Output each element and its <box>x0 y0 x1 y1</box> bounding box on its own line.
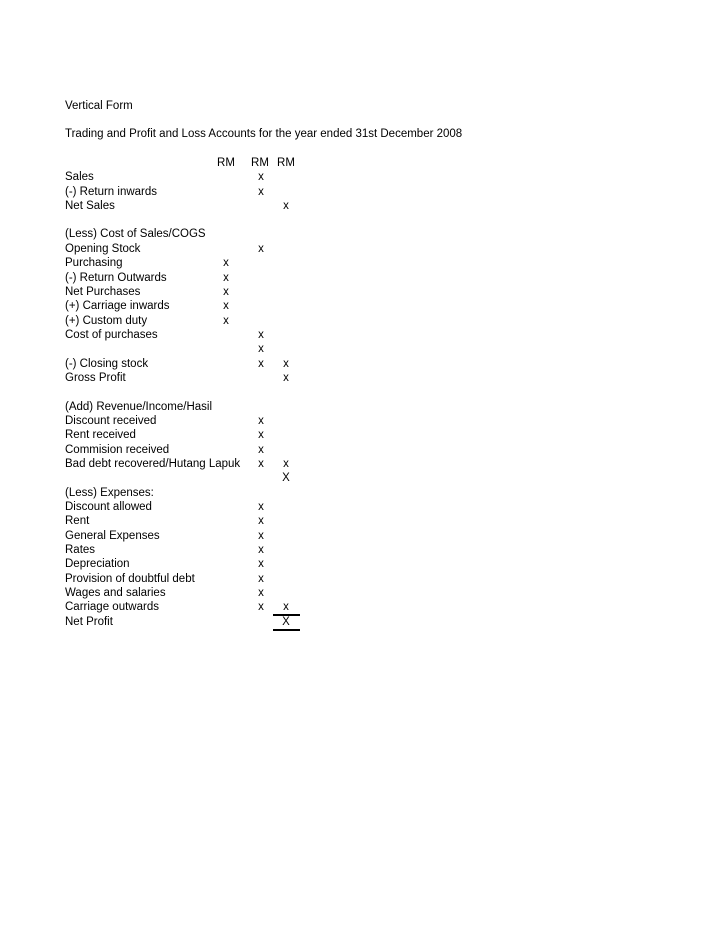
table-row <box>65 285 365 299</box>
row-label: (Less) Cost of Sales/COGS <box>65 228 206 240</box>
row-label: (-) Closing stock <box>65 358 149 370</box>
col2-value: x <box>258 587 264 599</box>
section-heading-row <box>65 486 365 500</box>
col2-value: x <box>258 429 264 441</box>
col3-value: x <box>283 200 289 212</box>
col2-value: x <box>258 358 264 370</box>
table-row <box>65 357 365 371</box>
table-row <box>65 600 365 614</box>
row-label: (Add) Revenue/Income/Hasil <box>65 401 213 413</box>
table-row <box>65 572 365 586</box>
col2-value: x <box>258 530 264 542</box>
col2-value: x <box>258 458 264 470</box>
col2-value: x <box>258 573 264 585</box>
section-heading-row <box>65 227 365 241</box>
column-header-1: RM <box>217 157 235 169</box>
table-row <box>65 271 365 285</box>
col3-value: x <box>283 358 289 370</box>
row-label: Commision received <box>65 444 170 456</box>
table-row <box>65 500 365 514</box>
col1-value: x <box>223 257 229 269</box>
col2-value: x <box>258 329 264 341</box>
col2-value: x <box>258 501 264 513</box>
table-row <box>65 586 365 600</box>
row-label: Gross Profit <box>65 372 126 384</box>
col3-value: X <box>282 472 290 484</box>
col2-value: x <box>258 171 264 183</box>
col3-value: X <box>282 616 290 628</box>
row-label: Purchasing <box>65 257 123 269</box>
row-label: Bad debt recovered/Hutang Lapuk <box>65 458 241 470</box>
table-row <box>65 428 365 442</box>
row-label: Discount allowed <box>65 501 152 513</box>
col2-value: x <box>258 343 264 355</box>
col3-value: x <box>283 372 289 384</box>
col1-value: x <box>223 300 229 312</box>
row-label: Net Purchases <box>65 286 141 298</box>
row-label: General Expenses <box>65 530 160 542</box>
col2-value: x <box>258 601 264 613</box>
table-row <box>65 471 365 485</box>
row-label: Sales <box>65 171 94 183</box>
row-label: Net Sales <box>65 200 115 212</box>
net-profit-row <box>65 615 365 629</box>
col1-value: x <box>223 286 229 298</box>
col2-value: x <box>258 558 264 570</box>
col3-value: x <box>283 601 289 613</box>
total-rule-bottom <box>273 629 300 631</box>
col1-value: x <box>223 315 229 327</box>
row-label: Opening Stock <box>65 243 141 255</box>
table-row <box>65 557 365 571</box>
row-label: Carriage outwards <box>65 601 159 613</box>
column-header-row <box>65 156 365 170</box>
row-label: Discount received <box>65 415 157 427</box>
col2-value: x <box>258 243 264 255</box>
row-label: (-) Return inwards <box>65 186 158 198</box>
column-header-3: RM <box>277 157 295 169</box>
table-row <box>65 529 365 543</box>
column-header-2: RM <box>251 157 269 169</box>
col2-value: x <box>258 444 264 456</box>
statement-title: Trading and Profit and Loss Accounts for the year ended 31st December 2008 <box>65 128 463 140</box>
row-label: Rent received <box>65 429 136 441</box>
row-label: (-) Return Outwards <box>65 272 167 284</box>
table-row <box>65 414 365 428</box>
row-label: (Less) Expenses: <box>65 487 154 499</box>
row-label: Rent <box>65 515 90 527</box>
col2-value: x <box>258 186 264 198</box>
row-label: Net Profit <box>65 616 113 628</box>
col1-value: x <box>223 272 229 284</box>
col2-value: x <box>258 544 264 556</box>
table-row <box>65 328 365 342</box>
document-heading: Vertical Form <box>65 100 133 112</box>
table-row <box>65 514 365 528</box>
row-label: Depreciation <box>65 558 130 570</box>
table-row <box>65 371 365 385</box>
row-label: Wages and salaries <box>65 587 166 599</box>
row-label: (+) Custom duty <box>65 315 148 327</box>
col3-value: x <box>283 458 289 470</box>
section-heading-row <box>65 400 365 414</box>
table-row <box>65 342 365 356</box>
row-label: Provision of doubtful debt <box>65 573 195 585</box>
table-row <box>65 199 365 213</box>
table-row <box>65 314 365 328</box>
row-label: (+) Carriage inwards <box>65 300 170 312</box>
table-row <box>65 299 365 313</box>
row-label: Rates <box>65 544 96 556</box>
table-row <box>65 443 365 457</box>
table-row <box>65 457 365 471</box>
table-row <box>65 543 365 557</box>
table-row <box>65 256 365 270</box>
table-row <box>65 170 365 184</box>
row-label: Cost of purchases <box>65 329 158 341</box>
table-row <box>65 242 365 256</box>
col2-value: x <box>258 515 264 527</box>
table-row <box>65 185 365 199</box>
col2-value: x <box>258 415 264 427</box>
